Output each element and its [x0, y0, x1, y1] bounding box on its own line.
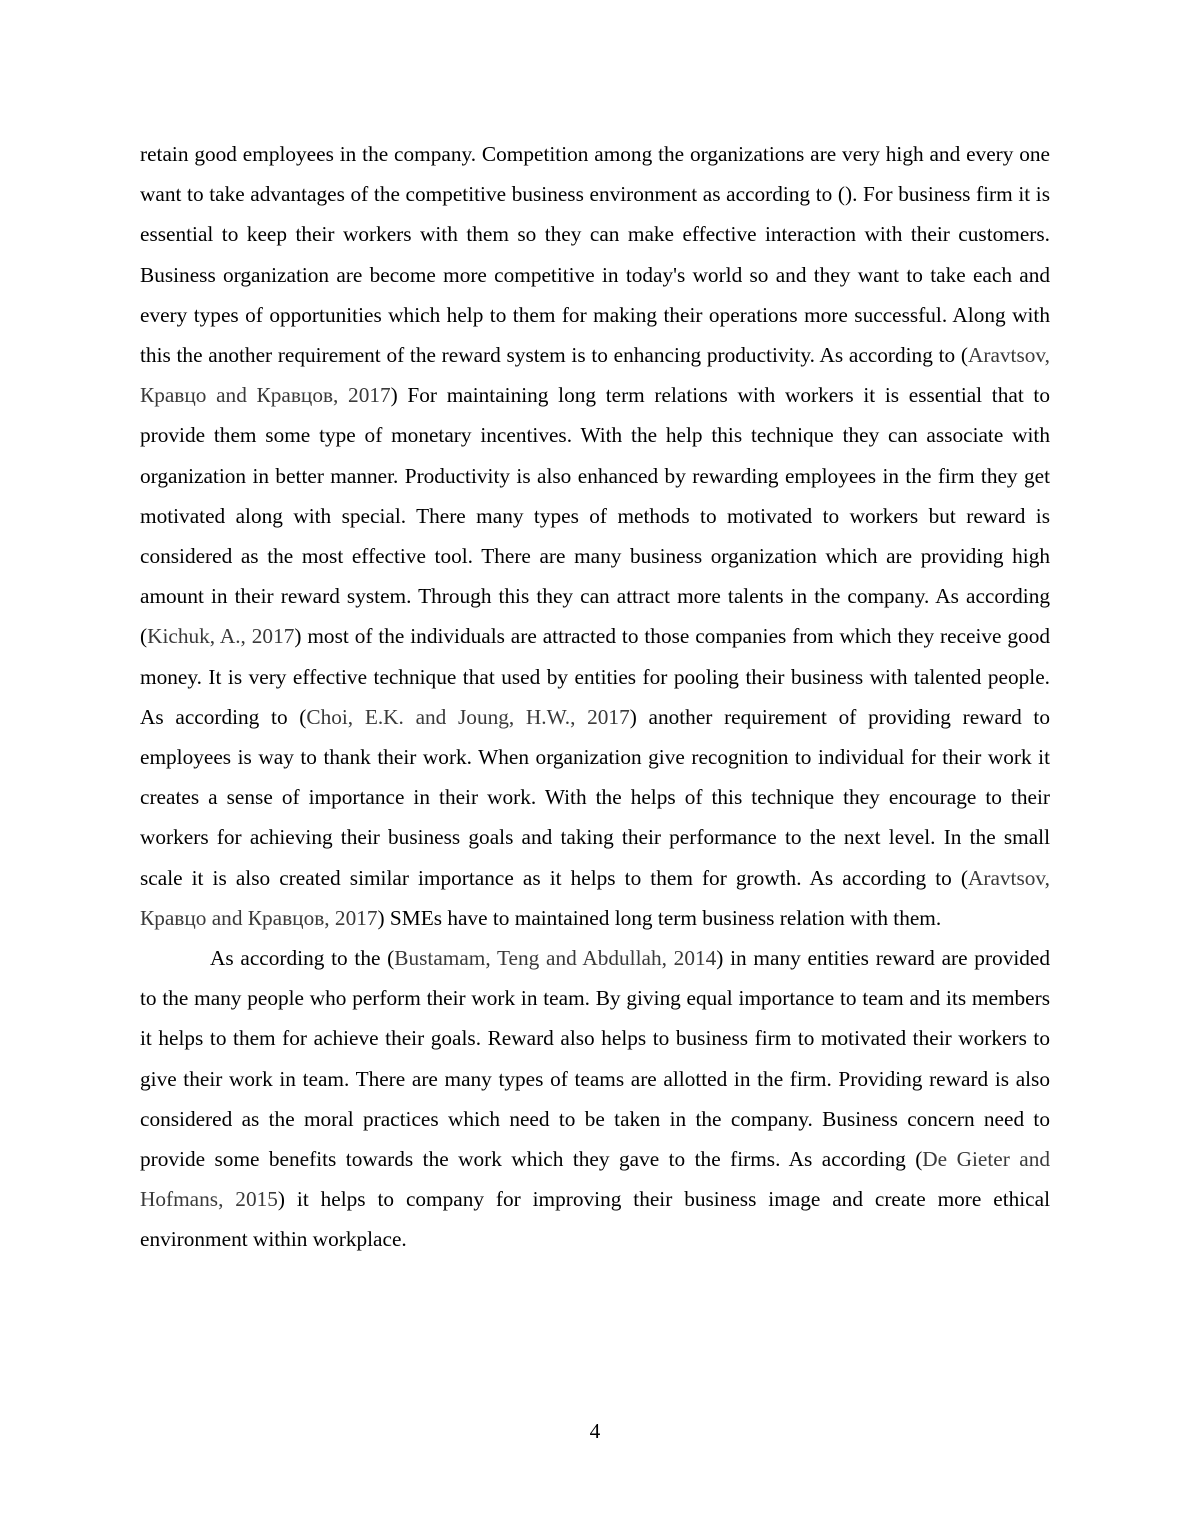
paragraph-2-text: ) it helps to company for improving their business image and create more ethical environment within workplace.	[140, 1187, 1050, 1252]
page-number: 4	[589, 1419, 601, 1443]
document-body	[140, 134, 1050, 1260]
paragraph-1-text: ) another requirement of providing reward to employees is way to thank their work. When organization give recognition to individual for their work it creates a sense of importance in their work. With the helps of this technique they encourage to their workers for achieving their business goals and taking their performance to the next level. In the small scale it is also created similar importance as it helps to them for growth. As according to (	[140, 704, 1050, 890]
citation: Bustamam, Teng and Abdullah, 2014	[394, 946, 717, 971]
body-paragraph-1	[140, 134, 1050, 938]
paragraph-1-text: ) most of the individuals are attracted to those companies from which they receive good money. It is very effective technique that used by entities for pooling their business with talented people. As according to (	[140, 624, 1050, 729]
paragraph-2-text: ) in many entities reward are provided to the many people who perform their work in team. By giving equal importance to team and its members it helps to them for achieve their goals. Reward also helps to business firm to motivated their workers to give their work in team. There are many types of teams are allotted in the firm. Providing reward is also considered as the moral practices which need to be taken in the company. Business concern need to provide some benefits towards the work which they gave to the firms. As according (	[140, 946, 1051, 1172]
paragraph-2-text: As according to the (	[210, 946, 395, 971]
body-paragraph-2	[140, 938, 1050, 1260]
paragraph-1-text: ) For maintaining long term relations with workers it is essential that to provide them some type of monetary incentives. With the help this technique they can associate with organization in better manner. Productivity is also enhanced by rewarding employees in the firm they get motivated along with special. There many types of methods to motivated to workers but reward is considered as the most effective tool. There are many business organization which are providing high amount in their reward system. Through this they can attract more talents in the company. As according (	[140, 383, 1050, 649]
citation: De Gieter and Hofmans, 2015	[140, 1147, 1050, 1212]
paragraph-1-text: ) SMEs have to maintained long term business relation with them.	[377, 905, 942, 930]
citation: Aravtsov, Кравцо and Кравцов, 2017	[140, 865, 1050, 930]
citation: Aravtsov, Кравцо and Кравцов, 2017	[140, 343, 1050, 408]
paragraph-1-text: retain good employees in the company. Competition among the organizations are very high and every one want to take advantages of the competitive business environment as according to (). For business firm it is essential to keep their workers with them so they can make effective interaction with their customers. Business organization are become more competitive in today's world so and they want to take each and every types of opportunities which help to them for making their operations more successful. Along with this the another requirement of the reward system is to enhancing productivity. As according to (	[140, 142, 1050, 368]
citation: Choi, E.K. and Joung, H.W., 2017	[306, 704, 630, 729]
citation: Kichuk, A., 2017	[147, 624, 295, 649]
